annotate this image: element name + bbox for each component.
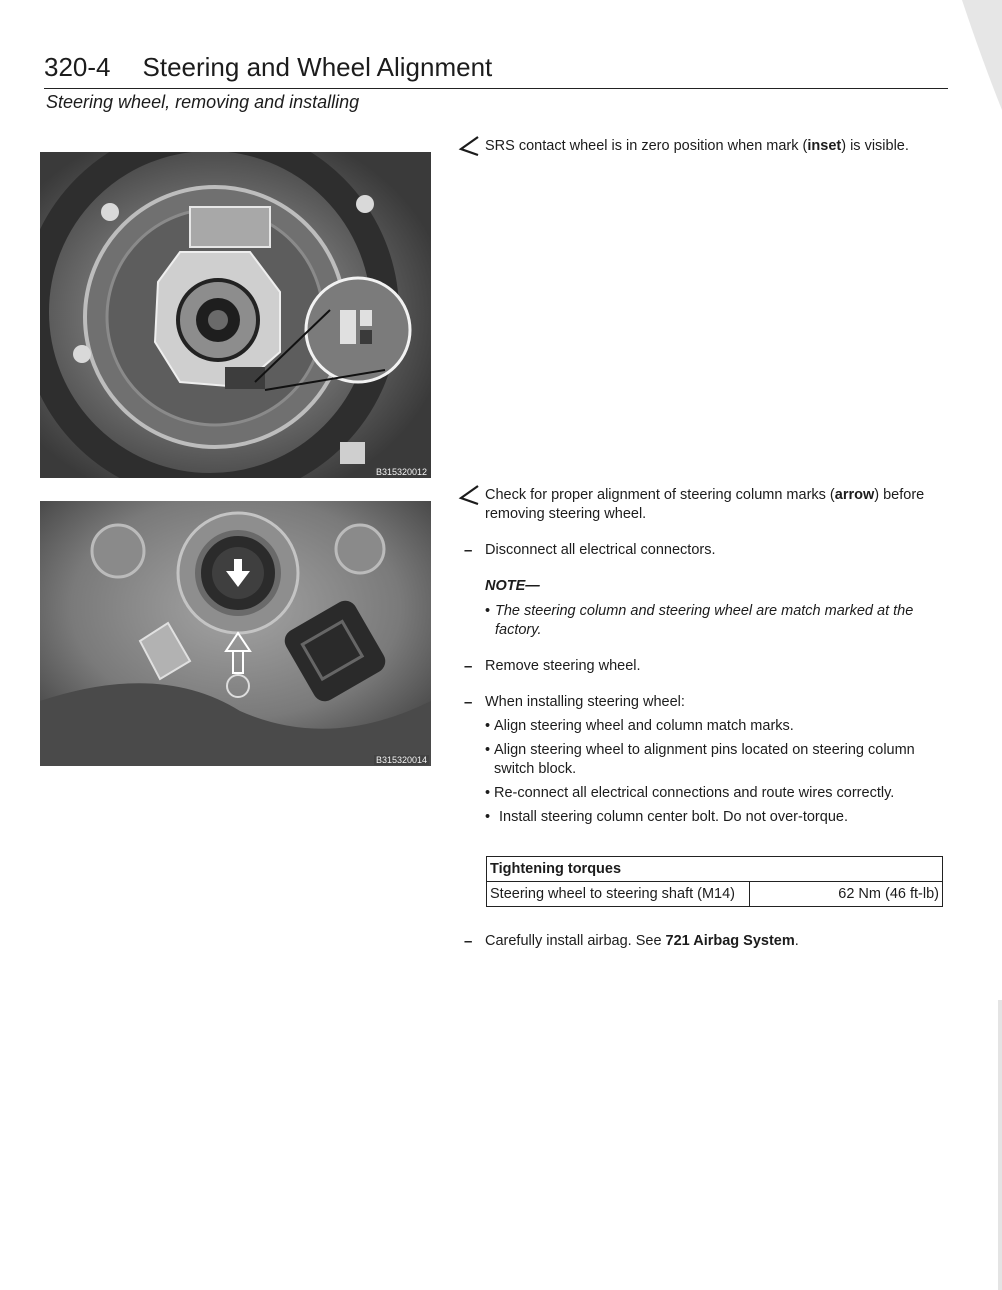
section-title: Steering wheel, removing and installing: [46, 92, 360, 112]
page-number: 320-4: [44, 52, 111, 82]
srs-text-a: SRS contact wheel is in zero position when mark (: [485, 138, 808, 154]
steering-wheel-removal-steps: [458, 486, 948, 827]
callout-arrow-icon: [458, 485, 480, 505]
torque-value: 62 Nm (46 ft-lb): [750, 882, 943, 907]
check-text-b: ) before removing steering wheel.: [485, 487, 925, 522]
remove-step: [458, 657, 948, 676]
page-heading: [44, 52, 492, 83]
callout-arrow-icon: [458, 136, 480, 156]
callout-row: [458, 137, 958, 156]
torque-item: Steering wheel to steering shaft (M14): [487, 882, 750, 907]
check-text-a: Check for proper alignment of steering column marks (: [485, 487, 835, 503]
scan-edge-right: [998, 1000, 1002, 1290]
install-item: • Align steering wheel to alignment pins located on steering column switch block.: [485, 741, 948, 779]
installing-intro: When installing steering wheel:: [485, 694, 685, 710]
install-item: • Align steering wheel and column match marks.: [485, 717, 948, 736]
dash-marker: –: [464, 933, 473, 950]
figure-code: B315320014: [375, 755, 427, 765]
install-item: • Re-connect all electrical connections and route wires correctly.: [485, 784, 948, 803]
check-alignment-step: [458, 486, 948, 524]
disconnect-text: Disconnect all electrical connectors.: [485, 542, 716, 558]
srs-text-bold: inset: [807, 138, 842, 154]
airbag-text-a: Carefully install airbag. See: [485, 933, 666, 949]
install-item: • Install steering column center bolt. Do not over-torque.: [485, 808, 948, 827]
dash-marker: –: [464, 658, 473, 675]
disconnect-step: [458, 541, 948, 560]
figure-code: B315320012: [375, 467, 427, 477]
dash-marker: –: [464, 694, 473, 711]
srs-zero-position-step: [458, 137, 958, 156]
steering-column-marks-photo: [40, 501, 431, 766]
dash-marker: –: [464, 542, 473, 559]
airbag-text-b: .: [794, 933, 799, 949]
check-text-bold: arrow: [834, 487, 875, 503]
table-row: [487, 882, 943, 907]
header-rule: [44, 88, 948, 89]
chapter-title: Steering and Wheel Alignment: [142, 52, 493, 82]
srs-text-b: ) is visible.: [841, 138, 909, 154]
table-header-row: [487, 857, 943, 882]
table-header: Tightening torques: [487, 857, 943, 882]
remove-text: Remove steering wheel.: [485, 658, 641, 674]
airbag-row: [458, 932, 948, 951]
note-label: NOTE—: [485, 578, 540, 594]
note-item: • The steering column and steering wheel are match marked at the factory.: [485, 603, 914, 638]
note-text: The steering column and steering wheel are match marked at the factory.: [495, 603, 914, 638]
installing-step: [458, 693, 948, 827]
install-airbag-step: [458, 932, 948, 951]
srs-contact-wheel-photo: [40, 152, 431, 478]
airbag-reference-link[interactable]: 721 Airbag System: [665, 933, 795, 949]
note-block: [458, 577, 948, 640]
scan-edge-shadow: [942, 0, 1002, 120]
tightening-torques-table: [486, 856, 943, 907]
